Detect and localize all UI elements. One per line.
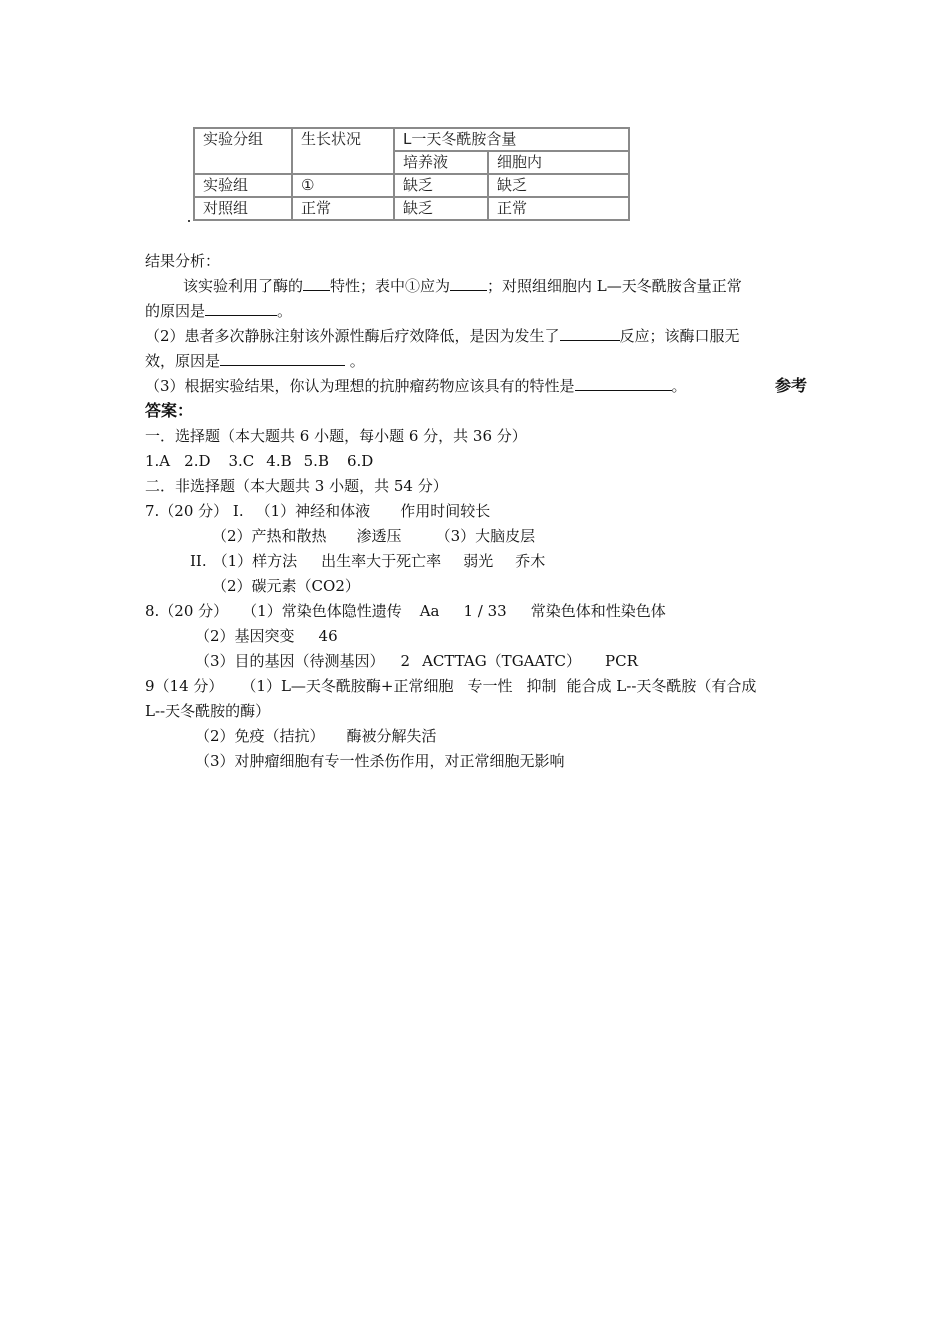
analysis-title: 结果分析： <box>145 252 221 270</box>
blank-q1-3[interactable] <box>205 301 277 316</box>
blank-q1-1[interactable] <box>303 276 330 291</box>
header-intracellular: 细胞内 <box>488 151 629 174</box>
reference-heading-part2: 答案： <box>145 401 194 420</box>
q8-line1: 8.（20 分） （1）常染色体隐性遗传 Aa 1 / 33 常染色体和性染色体 <box>145 602 666 620</box>
choice-answers: 1.A 2.D 3.C 4.B 5.B 6.D <box>145 452 374 470</box>
section1-title: 一．选择题（本大题共 6 小题，每小题 6 分，共 36 分） <box>145 427 527 445</box>
cell-medium: 缺乏 <box>394 174 488 197</box>
cell-group: 实验组 <box>194 174 292 197</box>
q7-line4: （2）碳元素（CO2） <box>212 577 360 595</box>
cell-group: 对照组 <box>194 197 292 220</box>
q9-line1: 9（14 分） （1）L—天冬酰胺酶+正常细胞 专一性 抑制 能合成 L--天冬酰胺（有合成 <box>145 677 757 695</box>
table-header-row <box>194 128 629 151</box>
reference-heading-part1: 参考 <box>774 376 807 395</box>
q7-line2: （2）产热和散热 渗透压 （3）大脑皮层 <box>212 527 536 545</box>
cell-intracellular: 缺乏 <box>488 174 629 197</box>
table-row <box>194 197 629 220</box>
header-medium: 培养液 <box>394 151 488 174</box>
analysis-q1-line2: 的原因是 。 <box>145 302 293 320</box>
analysis-q3-line: （3）根据实验结果，你认为理想的抗肿瘤药物应该具有的特性是 。 参考 <box>145 376 807 395</box>
q9-line4: （3）对肿瘤细胞有专一性杀伤作用，对正常细胞无影响 <box>195 752 565 770</box>
analysis-q1-line1: 该实验利用了酶的 特性；表中①应为 ；对照组细胞内 L—天冬酰胺含量正常 <box>183 277 742 295</box>
cell-medium: 缺乏 <box>394 197 488 220</box>
blank-q3[interactable] <box>575 376 672 391</box>
stray-dot <box>188 220 190 222</box>
cell-intracellular: 正常 <box>488 197 629 220</box>
header-growth: 生长状况 <box>292 128 394 174</box>
analysis-q2-line2: 效，原因是 。 <box>145 352 365 370</box>
q9-line3: （2）免疫（拮抗） 酶被分解失活 <box>195 727 437 745</box>
q7-line1: 7.（20 分） I. （1）神经和体液 作用时间较长 <box>145 502 491 520</box>
q8-line2: （2）基因突变 46 <box>195 627 338 645</box>
q9-line2: L--天冬酰胺的酶） <box>145 702 271 720</box>
q8-line3: （3）目的基因（待测基因） 2 ACTTAG（TGAATC） PCR <box>195 652 638 670</box>
cell-growth: 正常 <box>292 197 394 220</box>
table-row <box>194 174 629 197</box>
blank-q2-1[interactable] <box>560 326 620 341</box>
blank-q1-2[interactable] <box>450 276 487 291</box>
blank-q2-2[interactable] <box>220 351 345 366</box>
section2-title: 二．非选择题（本大题共 3 小题，共 54 分） <box>145 477 448 495</box>
header-content: L一天冬酰胺含量 <box>394 128 629 151</box>
cell-growth: ① <box>292 174 394 197</box>
q7-line3: II. （1）样方法 出生率大于死亡率 弱光 乔木 <box>190 552 546 570</box>
header-group: 实验分组 <box>194 128 292 174</box>
experiment-table <box>193 127 630 221</box>
analysis-q2-line1: （2）患者多次静脉注射该外源性酶后疗效降低，是因为发生了 反应；该酶口服无 <box>145 327 740 345</box>
